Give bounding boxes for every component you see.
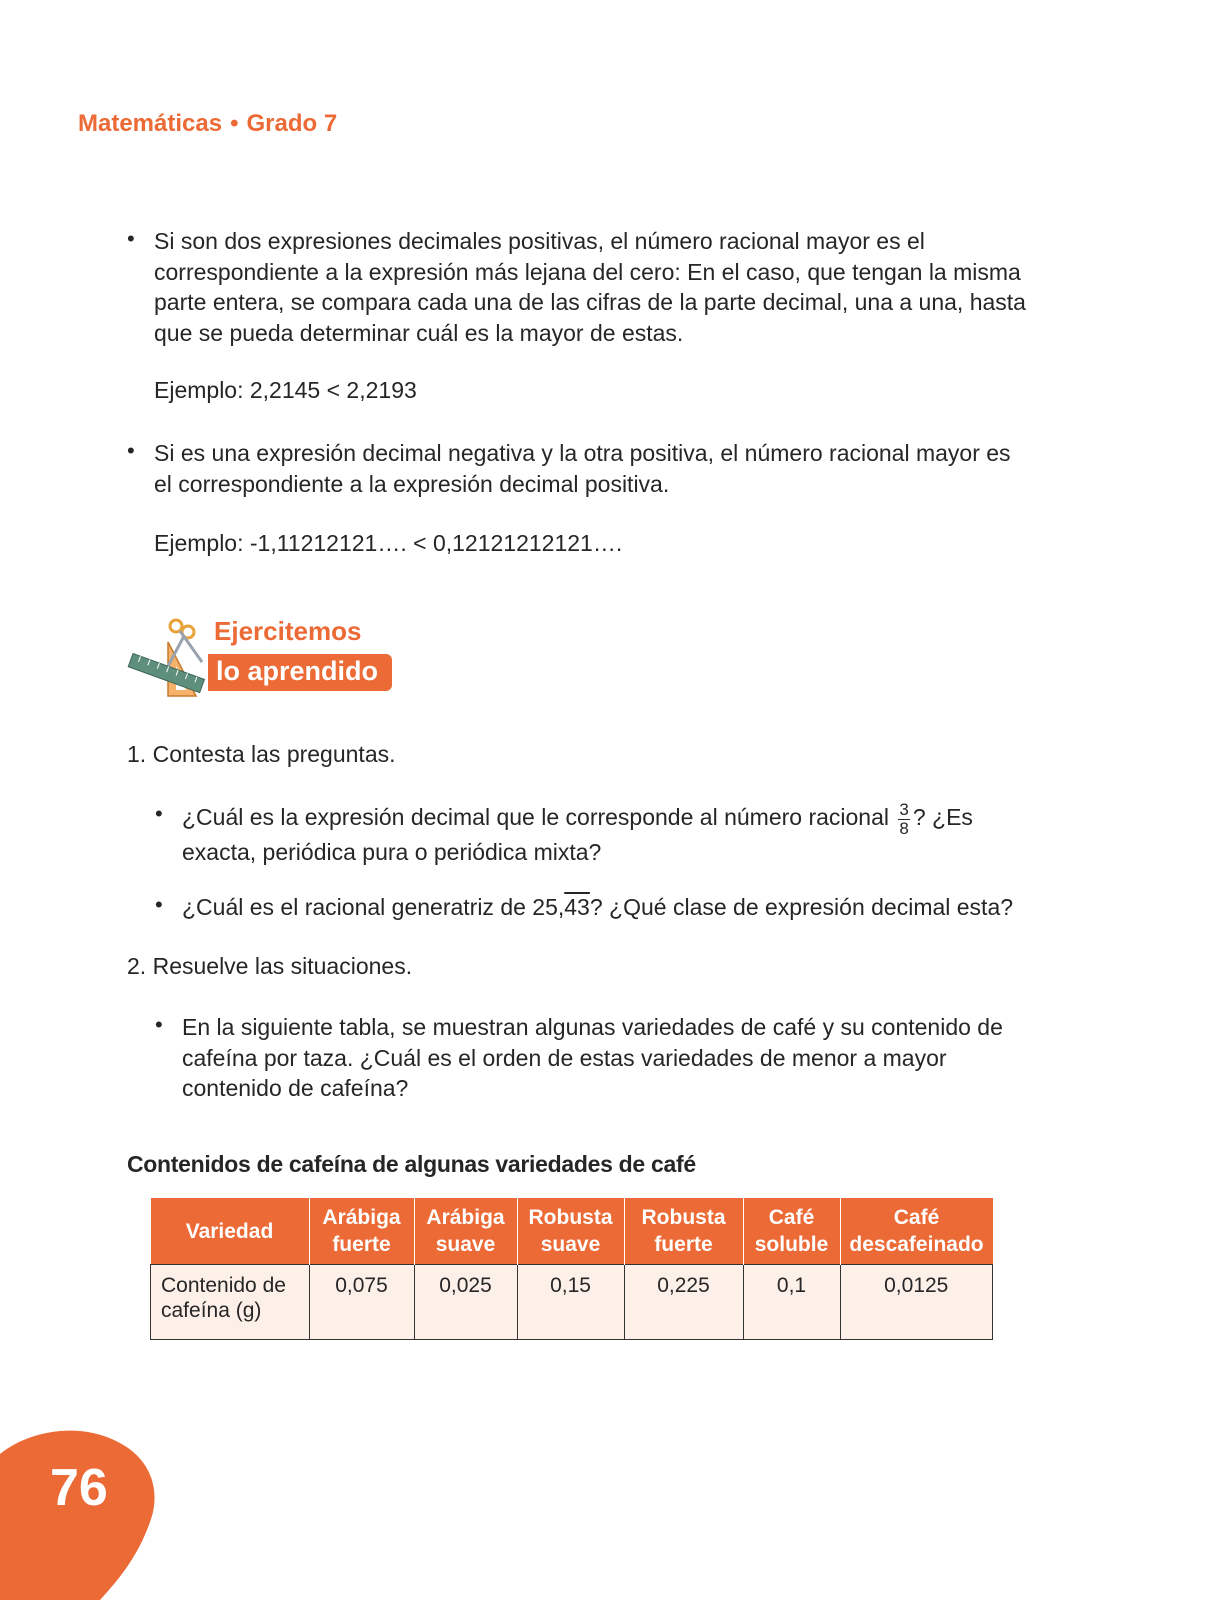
rule-text: Si es una expresión decimal negativa y la otra positiva, el número racional mayor es el correspondiente a la expresión decimal positiva. [154, 440, 1011, 497]
table-cell: 0,025 [414, 1265, 517, 1340]
page-number: 76 [50, 1459, 108, 1517]
table-header-row [151, 1198, 993, 1265]
page-header [78, 110, 337, 138]
fraction-numerator: 3 [899, 800, 909, 819]
fraction-denominator: 8 [899, 819, 909, 838]
exercise-2-heading [127, 953, 412, 980]
bullet-icon: • [127, 226, 135, 251]
question-generatrix [155, 892, 1025, 923]
question-text-after: ? ¿Es exacta, periódica pura o periódica mixta? [182, 804, 973, 865]
table-cell: 0,0125 [840, 1265, 993, 1340]
table-cell: 0,075 [309, 1265, 414, 1340]
exercise-title: Contesta las preguntas. [152, 741, 396, 767]
rule-text: Si son dos expresiones decimales positivas, el número racional mayor es el correspondiente a la expresión más lejana del cero: En el caso, que tengan la misma parte entera, se compara cada una de las cifras de la parte decimal, una a una, hasta que se pueda determinar cuál es la mayor de estas. [154, 228, 1026, 346]
table-cell: 0,15 [517, 1265, 624, 1340]
badge-line-1: Ejercitemos [214, 616, 362, 646]
header-column: Café soluble [743, 1198, 840, 1265]
section-badge [126, 612, 406, 702]
header-column: Café descafeinado [840, 1198, 993, 1265]
table-row [151, 1265, 993, 1340]
rule-positive-decimals [127, 226, 1027, 348]
ruler-scissors-icon [126, 612, 216, 702]
bullet-icon: • [127, 438, 135, 463]
header-variety: Variedad [151, 1198, 310, 1265]
bullet-icon: • [155, 801, 163, 826]
bullet-icon: • [155, 1012, 163, 1037]
caffeine-table [150, 1198, 993, 1340]
table-cell: 0,225 [624, 1265, 743, 1340]
question-coffee [155, 1012, 1025, 1104]
question-text: En la siguiente tabla, se muestran algunas variedades de café y su contenido de cafeína por taza. ¿Cuál es el orden de estas variedades de menor a mayor contenido de cafeína? [182, 1014, 1003, 1101]
exercise-1-heading [127, 741, 396, 768]
periodic-digits: 43 [564, 894, 590, 920]
badge-line-2: lo aprendido [208, 654, 392, 691]
header-column: Robusta fuerte [624, 1198, 743, 1265]
exercise-number: 1. [127, 741, 147, 767]
header-column: Robusta suave [517, 1198, 624, 1265]
table-cell: 0,1 [743, 1265, 840, 1340]
exercise-number: 2. [127, 953, 147, 979]
exercise-title: Resuelve las situaciones. [152, 953, 413, 979]
fraction [898, 801, 909, 837]
header-column: Arábiga fuerte [309, 1198, 414, 1265]
question-text-after: ? ¿Qué clase de expresión decimal esta? [589, 894, 1014, 920]
row-label: Contenido de cafeína (g) [151, 1265, 310, 1340]
subject-label: Matemáticas [78, 110, 223, 137]
header-column: Arábiga suave [414, 1198, 517, 1265]
question-text-before: ¿Cuál es la expresión decimal que le corresponde al número racional [182, 804, 889, 831]
example-1: Ejemplo: 2,2145 < 2,2193 [154, 377, 417, 403]
table-title: Contenidos de cafeína de algunas variedades de café [127, 1151, 696, 1177]
grade-label: Grado 7 [246, 110, 338, 137]
rule-negative-positive [127, 438, 1027, 499]
question-text-before: ¿Cuál es el racional generatriz de 25, [182, 894, 565, 920]
question-fraction [155, 801, 1025, 868]
example-2: Ejemplo: -1,11212121…. < 0,12121212121…. [154, 530, 623, 556]
header-separator: • [230, 110, 239, 137]
bullet-icon: • [155, 892, 163, 917]
